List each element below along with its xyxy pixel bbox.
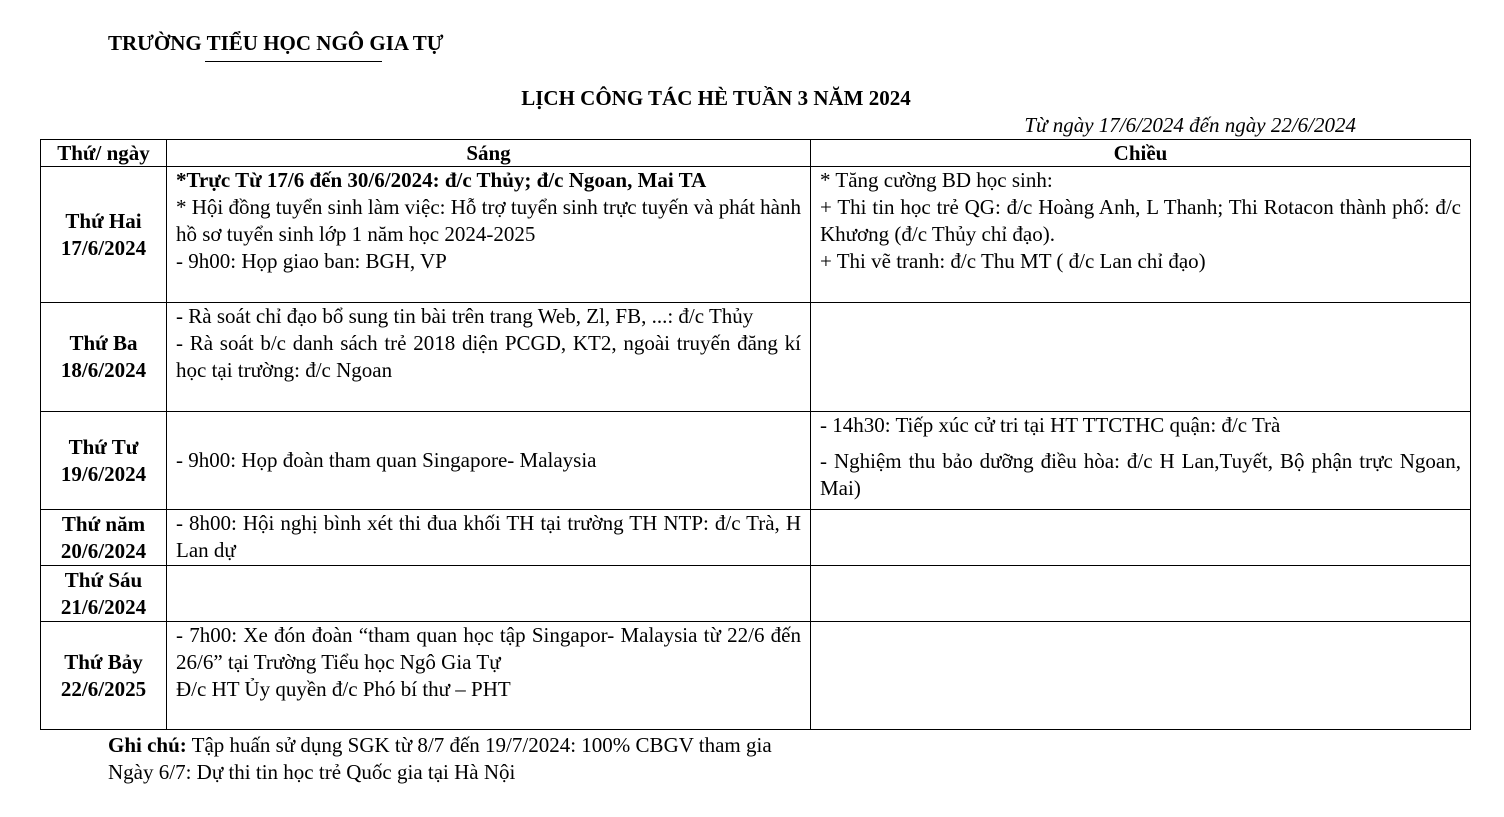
day-name: Thứ Hai [65,208,142,233]
morning-cell [167,303,811,412]
notes-line-2: Ngày 6/7: Dự thi tin học trẻ Quốc gia tại Hà Nội [108,760,516,784]
column-header-day: Thứ/ ngày [41,140,167,167]
morning-entry: - Rà soát b/c danh sách trẻ 2018 diện PCGD, KT2, ngoài truyến đăng kí học tại trường: đ/c Ngoan [176,331,801,382]
morning-cell [167,412,811,510]
afternoon-entry: + Thi tin học trẻ QG: đ/c Hoàng Anh, L Thanh; Thi Rotacon thành phố: đ/c Khương (đ/c Thủy chỉ đạo). [820,195,1461,246]
day-date: 17/6/2024 [60,235,147,260]
day-cell [41,167,167,303]
day-date: 21/6/2024 [60,594,147,619]
table-row [41,303,1471,412]
day-date: 22/6/2025 [60,676,147,701]
morning-cell [167,566,811,622]
schedule-table [40,139,1471,730]
morning-entry: - 9h00: Họp đoàn tham quan Singapore- Malaysia [176,448,597,472]
morning-entry: - 8h00: Hội nghị bình xét thi đua khối TH tại trường TH NTP: đ/c Trà, H Lan dự [176,511,801,562]
morning-entry: * Hội đồng tuyển sinh làm việc: Hỗ trợ tuyển sinh trực tuyến và phát hành hồ sơ tuyển sinh lớp 1 năm học 2024-2025 [176,195,801,246]
morning-entry: Đ/c HT Ủy quyền đ/c Phó bí thư – PHT [176,677,511,701]
afternoon-cell [811,510,1471,566]
day-name: Thứ Tư [68,434,139,459]
afternoon-cell [811,167,1471,303]
day-cell [41,510,167,566]
afternoon-entry: + Thi vẽ tranh: đ/c Thu MT ( đ/c Lan chỉ đạo) [820,249,1206,273]
morning-cell [167,622,811,730]
day-name: Thứ Ba [69,331,138,355]
afternoon-cell [811,622,1471,730]
day-cell [41,303,167,412]
notes [108,732,772,786]
column-header-morning: Sáng [167,140,811,167]
table-row [41,412,1471,510]
afternoon-entry: - 14h30: Tiếp xúc cử tri tại HT TTCTHC quận: đ/c Trà [820,413,1281,437]
table-row [41,510,1471,566]
day-name: Thứ Sáu [64,567,143,592]
afternoon-cell [811,412,1471,510]
document-title: LỊCH CÔNG TÁC HÈ TUẦN 3 NĂM 2024 [521,86,911,110]
morning-cell [167,167,811,303]
day-date: 20/6/2024 [60,538,147,563]
morning-entry: *Trực Từ 17/6 đến 30/6/2024: đ/c Thủy; đ/c Ngoan, Mai TA [176,168,707,192]
morning-cell [167,510,811,566]
table-header-row [41,140,1471,167]
table-row [41,167,1471,303]
morning-entry: - 9h00: Họp giao ban: BGH, VP [176,249,447,273]
table-row [41,566,1471,622]
notes-line-1: Tập huấn sử dụng SGK từ 8/7 đến 19/7/2024: 100% CBGV tham gia [186,733,772,757]
day-date: 19/6/2024 [60,461,147,486]
day-cell [41,566,167,622]
morning-entry: - Rà soát chỉ đạo bổ sung tin bài trên trang Web, Zl, FB, ...: đ/c Thủy [176,304,754,328]
afternoon-cell [811,566,1471,622]
day-cell [41,412,167,510]
column-header-afternoon: Chiều [811,140,1471,167]
table-row [41,622,1471,730]
school-underline [205,61,382,62]
day-date: 18/6/2024 [60,358,147,382]
afternoon-entry: - Nghiệm thu bảo dưỡng điều hòa: đ/c H Lan,Tuyết, Bộ phận trực Ngoan, Mai) [820,449,1461,500]
day-cell [41,622,167,730]
date-range: Từ ngày 17/6/2024 đến ngày 22/6/2024 [1024,113,1356,137]
school-name: TRƯỜNG TIỂU HỌC NGÔ GIA TỰ [108,31,444,55]
afternoon-entry: * Tăng cường BD học sinh: [820,168,1053,192]
day-name: Thứ Bảy [64,649,143,674]
morning-entry: - 7h00: Xe đón đoàn “tham quan học tập Singapor- Malaysia từ 22/6 đến 26/6” tại Trường Tiểu học Ngô Gia Tự [176,623,801,674]
notes-label: Ghi chú: [108,733,187,757]
day-name: Thứ năm [61,511,146,536]
afternoon-cell [811,303,1471,412]
